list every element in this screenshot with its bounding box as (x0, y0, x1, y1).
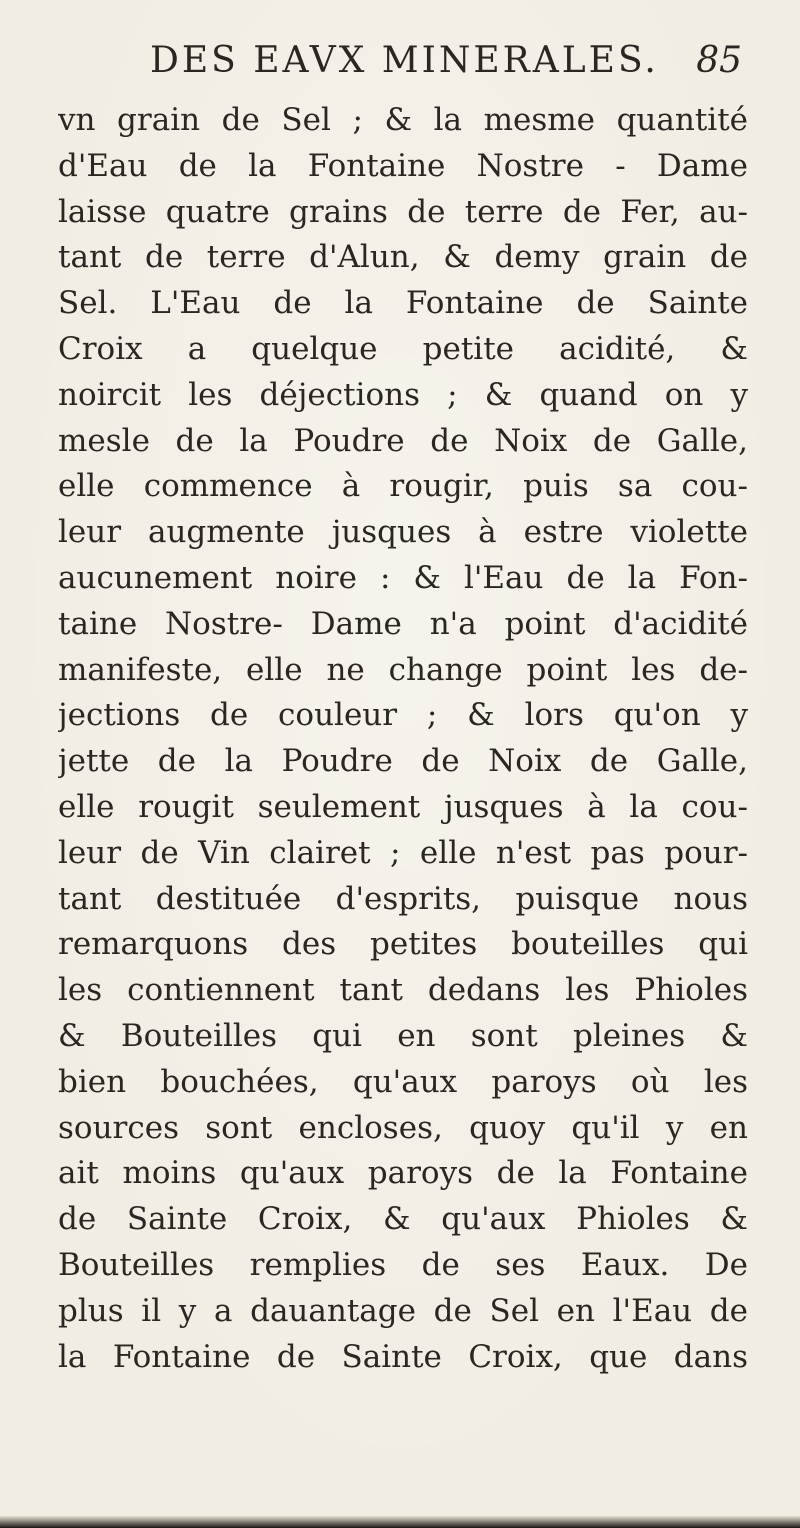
text-line: de Sainte Croix, & qu'aux Phioles & (58, 1201, 748, 1238)
text-line: jette de la Poudre de Noix de Galle, (58, 743, 748, 780)
text-line: jections de couleur ; & lors qu'on y (58, 697, 748, 734)
text-line: leur augmente jusques à estre violette (58, 514, 748, 551)
text-line: taine Nostre- Dame n'a point d'acidité (58, 605, 748, 642)
text-line: tant de terre d'Alun, & demy grain de (58, 239, 748, 276)
text-line: mesle de la Poudre de Noix de Galle, (58, 422, 748, 459)
text-line: remarquons des petites bouteilles qui (58, 926, 748, 963)
text-line: Croix a quelque petite acidité, & (58, 330, 748, 367)
text-line: la Fontaine de Sainte Croix, que dans (58, 1338, 748, 1375)
text-line: leur de Vin clairet ; elle n'est pas pour- (58, 834, 748, 871)
running-head (150, 40, 750, 88)
running-title: DES EAVX MINERALES. (150, 40, 659, 81)
text-line: Bouteilles remplies de ses Eaux. De (58, 1246, 748, 1283)
text-line: sources sont encloses, quoy qu'il y en (58, 1109, 748, 1146)
page-number: 85 (696, 40, 742, 81)
text-line: plus il y a dauantage de Sel en l'Eau de (58, 1292, 748, 1329)
text-line: Sel. L'Eau de la Fontaine de Sainte (58, 285, 748, 322)
text-line: les contiennent tant dedans les Phioles (58, 972, 748, 1009)
page-edge-shadow (0, 1516, 800, 1528)
text-line: bien bouchées, qu'aux paroys où les (58, 1063, 748, 1100)
text-line: elle commence à rougir, puis sa cou- (58, 468, 748, 505)
text-line: laisse quatre grains de terre de Fer, au- (58, 193, 748, 230)
text-line: manifeste, elle ne change point les de- (58, 651, 748, 688)
text-line: & Bouteilles qui en sont pleines & (58, 1017, 748, 1054)
text-line: noircit les déjections ; & quand on y (58, 376, 748, 413)
text-line: tant destituée d'esprits, puisque nous (58, 880, 748, 917)
text-line: vn grain de Sel ; & la mesme quantité (58, 102, 748, 138)
text-line: ait moins qu'aux paroys de la Fontaine (58, 1155, 748, 1192)
text-line: aucunement noire : & l'Eau de la Fon- (58, 559, 748, 596)
text-line: elle rougit seulement jusques à la cou- (58, 788, 748, 825)
text-line: d'Eau de la Fontaine Nostre - Dame (58, 147, 748, 184)
body-text (58, 98, 748, 1380)
